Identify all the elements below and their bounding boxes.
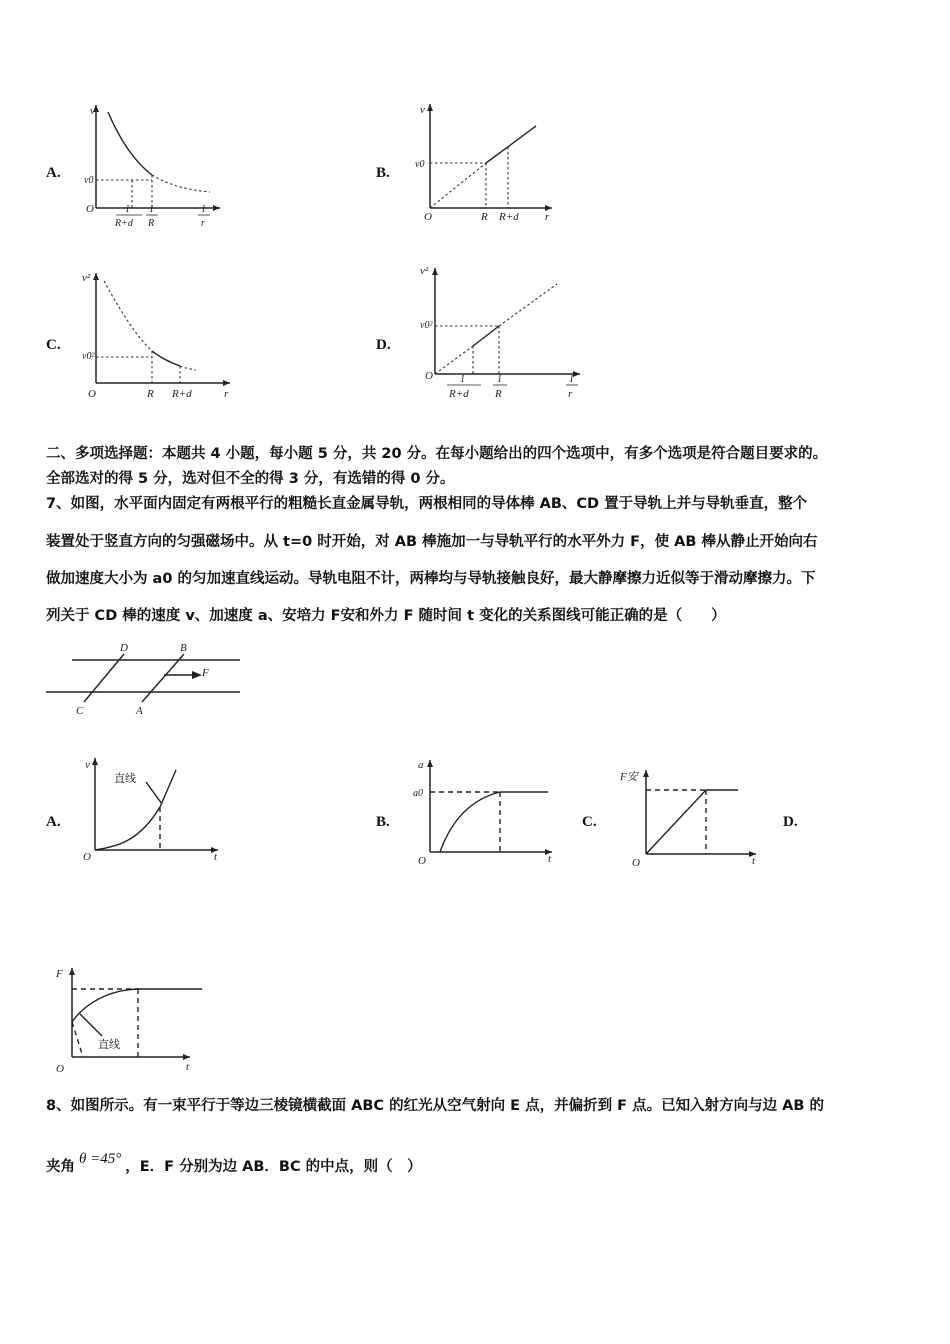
y-axis-label: F安	[620, 771, 638, 783]
origin-label: O	[83, 851, 91, 863]
origin-label: O	[86, 203, 94, 215]
q7-graph-b	[410, 754, 560, 869]
q8-line2-pre: 夹角	[46, 1159, 75, 1175]
label-b: B	[180, 642, 187, 654]
x-axis-label: t	[214, 851, 218, 863]
a0-label: a0	[413, 788, 423, 799]
tick1-label: R	[147, 388, 154, 400]
tick2-label: R+d	[172, 388, 192, 400]
origin-label: O	[425, 370, 433, 382]
tick1-num: 1	[125, 204, 130, 215]
origin-label: O	[88, 388, 96, 400]
q7-rails-figure	[44, 640, 244, 720]
q6-option-b-label: B.	[376, 165, 390, 181]
straight-line-note: 直线	[98, 1038, 120, 1051]
tick1-den: R+d	[449, 388, 469, 400]
x-axis-label: r	[224, 388, 229, 400]
y-axis-label: v	[85, 759, 90, 771]
q7-line3: 做加速度大小为 a0 的匀加速直线运动。导轨电阻不计，两棒均与导轨接触良好，最大静摩擦力近似等于滑动摩擦力。下	[46, 571, 816, 587]
q7-graph-c	[616, 764, 766, 874]
q7-graph-d	[50, 962, 210, 1077]
x-axis-label: t	[548, 853, 552, 865]
x-axis-label: t	[752, 855, 756, 867]
v0-label: v0	[84, 175, 94, 186]
x-axis-num: 1	[569, 374, 574, 385]
x-axis-label: r	[545, 211, 550, 223]
svg-text:r: r	[201, 218, 205, 229]
y-axis-label: v	[90, 105, 95, 117]
q6-option-c-label: C.	[46, 337, 61, 353]
label-f: F	[202, 667, 209, 679]
label-d: D	[120, 642, 128, 654]
label-c: C	[76, 705, 84, 717]
x-axis-num: 1	[201, 204, 206, 215]
origin-label: O	[632, 857, 640, 869]
tick1-label: R	[481, 211, 488, 223]
label-a: A	[136, 705, 143, 717]
q7-option-d-label: D.	[783, 814, 798, 830]
v0sq-label: v0²	[420, 320, 433, 331]
q6-option-d-label: D.	[376, 337, 391, 353]
q7-line4: 列关于 CD 棒的速度 v、加速度 a、安培力 F安和外力 F 随时间 t 变化的关系图线可能正确的是（ ）	[46, 608, 726, 624]
tick1-den: R+d	[115, 218, 133, 229]
theta-formula: θ =45°	[79, 1151, 122, 1167]
svg-text:r: r	[568, 388, 573, 400]
v0sq-label: v0²	[82, 351, 95, 362]
tick2-den: R	[148, 218, 155, 229]
q6-graph-a	[80, 100, 230, 230]
q6-graph-b	[410, 98, 560, 228]
q7-option-c-label: C.	[582, 814, 597, 830]
y-axis-label: a	[418, 759, 424, 771]
tick2-label: R+d	[499, 211, 519, 223]
q7-option-a-label: A.	[46, 814, 61, 830]
y-axis-label: F	[56, 968, 63, 980]
x-axis-label: t	[186, 1061, 190, 1073]
straight-line-note: 直线	[114, 772, 136, 785]
tick2-num: 1	[497, 374, 502, 385]
q8-line2-post: ，E．F 分别为边 AB．BC 的中点，则（ ）	[125, 1159, 422, 1175]
q6-graph-d	[415, 262, 585, 407]
y-axis-label: v	[420, 104, 425, 116]
q7-option-b-label: B.	[376, 814, 390, 830]
q8-line1: 8、如图所示。有一束平行于等边三棱镜横截面 ABC 的红光从空气射向 E 点，并偏折到 F 点。已知入射方向与边 AB 的	[46, 1098, 824, 1114]
q6-option-a-label: A.	[46, 165, 61, 181]
q7-line1: 7、如图，水平面内固定有两根平行的粗糙长直金属导轨，两根相同的导体棒 AB、CD 置于导轨上并与导轨垂直，整个	[46, 496, 808, 512]
section2-line1: 二、多项选择题：本题共 4 小题，每小题 5 分，共 20 分。在每小题给出的四个选项中，有多个选项是符合题目要求的。	[46, 446, 828, 462]
q7-graph-a	[80, 752, 230, 867]
q7-line2: 装置处于竖直方向的匀强磁场中。从 t=0 时开始，对 AB 棒施加一与导轨平行的水平外力 F，使 AB 棒从静止开始向右	[46, 534, 818, 550]
tick1-num: 1	[460, 374, 465, 385]
y-axis-label: v²	[420, 265, 429, 277]
section2-line2: 全部选对的得 5 分，选对但不全的得 3 分，有选错的得 0 分。	[46, 471, 455, 487]
tick2-den: R	[495, 388, 502, 400]
origin-label: O	[418, 855, 426, 867]
y-axis-label: v²	[82, 272, 91, 284]
q6-graph-c	[80, 265, 240, 405]
v0-label: v0	[415, 159, 425, 170]
origin-label: O	[424, 211, 432, 223]
tick2-num: 1	[149, 204, 154, 215]
q8-line2	[46, 1151, 910, 1177]
origin-label: O	[56, 1063, 64, 1075]
